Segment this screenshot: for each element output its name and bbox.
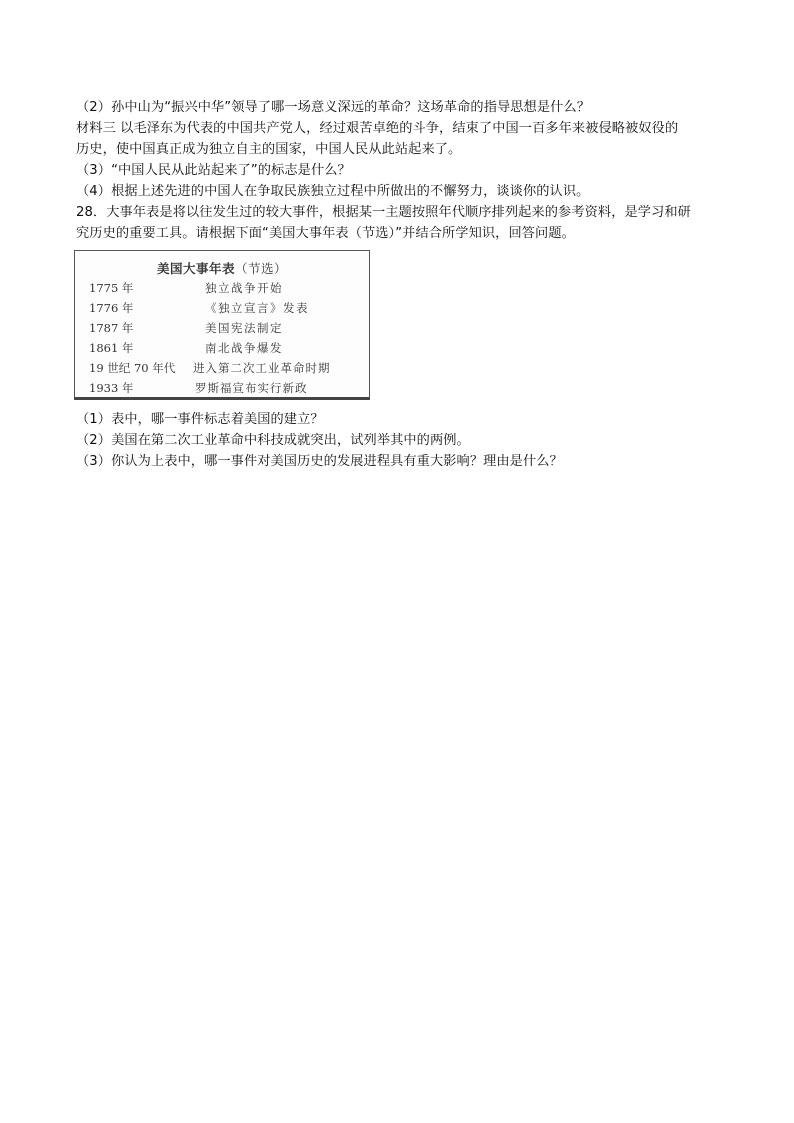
timeline-event: 独立战争开始 [205, 281, 283, 295]
timeline-title-main: 美国大事年表 [156, 261, 235, 276]
material-3-text-line-2: 历史，使中国真正成为独立自主的国家，中国人民从此站起来了。 [76, 142, 462, 157]
timeline-row [89, 379, 359, 398]
question-28-intro-line-2: 究历史的重要工具。请根据下面“美国大事年表（节选）”并结合所学知识，回答问题。 [76, 226, 575, 241]
timeline-title-sub: （节选） [235, 261, 288, 276]
question-28-intro-line-1: 28．大事年表是将以往发生过的较大事件，根据某一主题按照年代顺序排列起来的参考资料，是学习和研 [76, 205, 691, 220]
question-28-2-text: （2）美国在第二次工业革命中科技成就突出，试列举其中的两例。 [76, 433, 470, 448]
timeline-year: 1933 年 [89, 381, 134, 395]
timeline-year: 1775 年 [89, 281, 134, 295]
timeline-row [89, 339, 359, 358]
timeline-event: 罗斯福宣布实行新政 [195, 381, 308, 395]
timeline-title [75, 259, 369, 277]
timeline-event: 南北战争爆发 [205, 341, 283, 355]
timeline-row [89, 299, 359, 318]
question-3-text: （3）“中国人民从此站起来了”的标志是什么？ [76, 163, 351, 178]
question-4-text: （4）根据上述先进的中国人在争取民族独立过程中所做出的不懈努力，谈谈你的认识。 [76, 184, 590, 199]
timeline-row [89, 359, 359, 378]
timeline-event: 进入第二次工业革命时期 [193, 361, 331, 375]
question-28-3-text: （3）你认为上表中，哪一事件对美国历史的发展进程具有重大影响？理由是什么？ [76, 454, 563, 469]
timeline-year: 1861 年 [89, 341, 134, 355]
material-3-text-line-1: 材料三 以毛泽东为代表的中国共产党人，经过艰苦卓绝的斗争，结束了中国一百多年来被侵略被奴役的 [76, 121, 679, 136]
timeline-event: 《独立宣言》发表 [205, 301, 309, 315]
us-timeline-table [74, 250, 370, 400]
timeline-row [89, 319, 359, 338]
timeline-row [89, 279, 359, 298]
question-2-text: （2）孙中山为“振兴中华”领导了哪一场意义深远的革命？这场革命的指导思想是什么？ [76, 100, 590, 115]
timeline-event: 美国宪法制定 [205, 321, 283, 335]
question-28-1-text: （1）表中，哪一事件标志着美国的建立？ [76, 412, 324, 427]
timeline-year: 1776 年 [89, 301, 134, 315]
timeline-year: 19 世纪 70 年代 [89, 361, 176, 375]
timeline-year: 1787 年 [89, 321, 134, 335]
